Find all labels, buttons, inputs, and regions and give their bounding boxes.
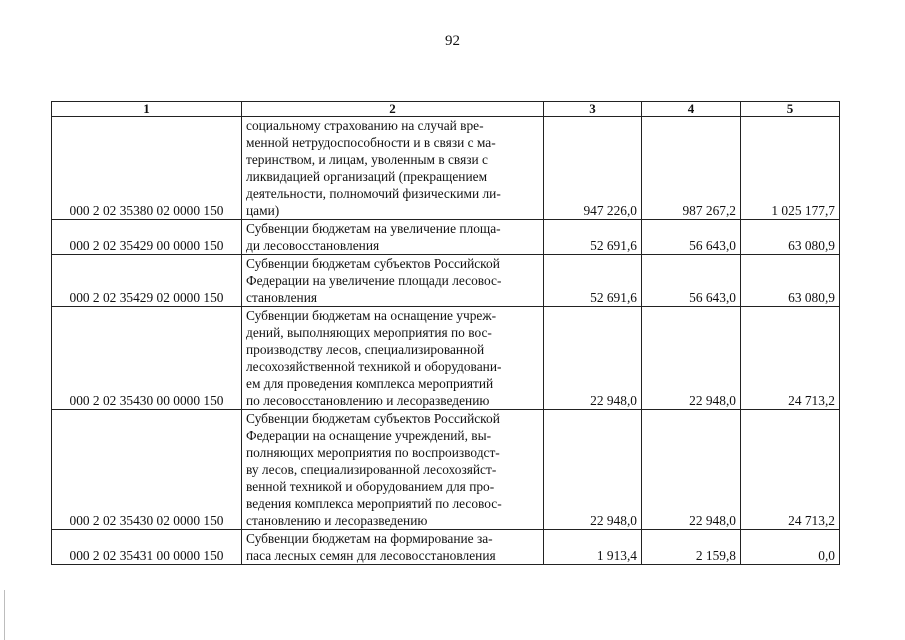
description-line: Субвенции бюджетам на увеличение площа- bbox=[246, 221, 501, 236]
description-line: менной нетрудоспособности и в связи с ма- bbox=[246, 135, 496, 150]
description-cell bbox=[242, 307, 544, 410]
scan-edge-mark bbox=[4, 590, 5, 640]
budget-code-cell: 000 2 02 35431 00 0000 150 bbox=[52, 530, 242, 565]
description-line: становления bbox=[246, 290, 318, 305]
table-body bbox=[52, 117, 840, 565]
amount-cell-col-4: 987 267,2 bbox=[642, 117, 741, 220]
amount-cell-col-3: 947 226,0 bbox=[544, 117, 642, 220]
amount-cell-col-3: 22 948,0 bbox=[544, 410, 642, 530]
budget-code-cell: 000 2 02 35430 00 0000 150 bbox=[52, 307, 242, 410]
description-line: Субвенции бюджетам на формирование за- bbox=[246, 531, 493, 546]
amount-cell-col-5: 63 080,9 bbox=[741, 220, 840, 255]
description-line: становлению и лесоразведению bbox=[246, 513, 428, 528]
header-col-5: 5 bbox=[741, 102, 840, 117]
description-line: ведения комплекса мероприятий по лесовос- bbox=[246, 496, 502, 511]
description-line: лесохозяйственной техникой и оборудовани- bbox=[246, 359, 502, 374]
table-row bbox=[52, 117, 840, 220]
description-line: Федерации на увеличение площади лесовос- bbox=[246, 273, 502, 288]
table-row bbox=[52, 410, 840, 530]
budget-table bbox=[51, 101, 840, 565]
description-line: Субвенции бюджетам субъектов Российской bbox=[246, 411, 500, 426]
table-row bbox=[52, 255, 840, 307]
header-col-2: 2 bbox=[242, 102, 544, 117]
description-line: цами) bbox=[246, 203, 280, 218]
description-cell bbox=[242, 117, 544, 220]
description-line: Федерации на оснащение учреждений, вы- bbox=[246, 428, 492, 443]
description-line: ву лесов, специализированной лесохозяйст- bbox=[246, 462, 497, 477]
header-row bbox=[52, 102, 840, 117]
amount-cell-col-3: 22 948,0 bbox=[544, 307, 642, 410]
description-line: Субвенции бюджетам субъектов Российской bbox=[246, 256, 500, 271]
description-cell bbox=[242, 220, 544, 255]
description-cell bbox=[242, 255, 544, 307]
description-line: венной техникой и оборудованием для про- bbox=[246, 479, 495, 494]
page-number: 92 bbox=[445, 33, 460, 49]
amount-cell-col-5: 24 713,2 bbox=[741, 307, 840, 410]
description-line: паса лесных семян для лесовосстановления bbox=[246, 548, 496, 563]
description-line: ликвидацией организаций (прекращением bbox=[246, 169, 488, 184]
amount-cell-col-5: 0,0 bbox=[741, 530, 840, 565]
amount-cell-col-3: 52 691,6 bbox=[544, 255, 642, 307]
amount-cell-col-5: 63 080,9 bbox=[741, 255, 840, 307]
table-row bbox=[52, 220, 840, 255]
table-row bbox=[52, 307, 840, 410]
budget-code-cell: 000 2 02 35429 02 0000 150 bbox=[52, 255, 242, 307]
amount-cell-col-5: 1 025 177,7 bbox=[741, 117, 840, 220]
amount-cell-col-3: 1 913,4 bbox=[544, 530, 642, 565]
amount-cell-col-4: 56 643,0 bbox=[642, 255, 741, 307]
amount-cell-col-4: 22 948,0 bbox=[642, 410, 741, 530]
budget-code-cell: 000 2 02 35429 00 0000 150 bbox=[52, 220, 242, 255]
description-line: ем для проведения комплекса мероприятий bbox=[246, 376, 494, 391]
amount-cell-col-3: 52 691,6 bbox=[544, 220, 642, 255]
description-line: деятельности, полномочий физическими ли- bbox=[246, 186, 501, 201]
amount-cell-col-4: 2 159,8 bbox=[642, 530, 741, 565]
header-col-3: 3 bbox=[544, 102, 642, 117]
description-line: по лесовосстановлению и лесоразведению bbox=[246, 393, 490, 408]
description-line: Субвенции бюджетам на оснащение учреж- bbox=[246, 308, 497, 323]
description-line: социальному страхованию на случай вре- bbox=[246, 118, 484, 133]
header-col-4: 4 bbox=[642, 102, 741, 117]
description-line: теринством, и лицам, уволенным в связи с bbox=[246, 152, 488, 167]
description-line: дений, выполняющих мероприятия по вос- bbox=[246, 325, 492, 340]
description-line: ди лесовосстановления bbox=[246, 238, 380, 253]
amount-cell-col-4: 22 948,0 bbox=[642, 307, 741, 410]
description-line: полняющих мероприятия по воспроизводст- bbox=[246, 445, 500, 460]
table-row bbox=[52, 530, 840, 565]
header-col-1: 1 bbox=[52, 102, 242, 117]
amount-cell-col-4: 56 643,0 bbox=[642, 220, 741, 255]
description-line: производству лесов, специализированной bbox=[246, 342, 485, 357]
description-cell bbox=[242, 410, 544, 530]
description-cell bbox=[242, 530, 544, 565]
amount-cell-col-5: 24 713,2 bbox=[741, 410, 840, 530]
budget-code-cell: 000 2 02 35380 02 0000 150 bbox=[52, 117, 242, 220]
budget-code-cell: 000 2 02 35430 02 0000 150 bbox=[52, 410, 242, 530]
